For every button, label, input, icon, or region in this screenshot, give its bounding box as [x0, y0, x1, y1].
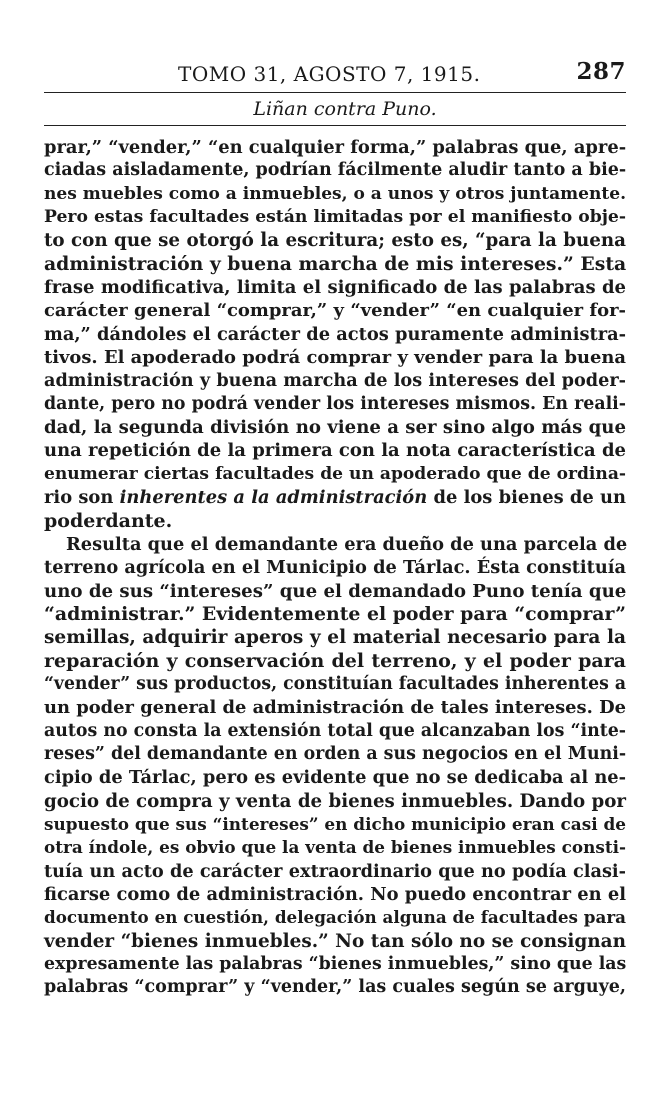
text-line: ciadas aisladamente, podrían fácilmente aludir tanto a bie- — [44, 160, 627, 181]
text-line: administración y buena marcha de mis intereses.” Esta — [44, 252, 627, 275]
running-head — [44, 58, 626, 92]
text-line: cipio de Tárlac, pero es evidente que no se dedicaba al ne- — [44, 767, 626, 789]
paragraph-1 — [44, 136, 626, 533]
running-head-text: TOMO 31, AGOSTO 7, 1915. — [178, 62, 481, 86]
text-line: autos no consta la extensión total que alcanzaban los “inte- — [44, 720, 626, 741]
text-line: Pero estas facultades están limitadas por el manifiesto obje- — [44, 207, 626, 228]
text-line: uno de sus “intereses” que el demandado Puno tenía que — [44, 580, 627, 602]
text-line: frase modificativa, limita el significado de las palabras de — [44, 277, 626, 299]
text-line: tivos. El apoderado podrá comprar y vender para la buena — [44, 347, 626, 369]
text-line: carácter general “comprar,” y “vender” “en cualquier for- — [44, 300, 626, 322]
text-line: reses” del demandante en orden a sus negocios en el Muni- — [44, 743, 627, 764]
page-number: 287 — [576, 58, 626, 85]
text-line: una repetición de la primera con la nota característica de — [44, 440, 626, 462]
text-line: Resulta que el demandante era dueño de una parcela de — [66, 533, 628, 555]
text-line: expresamente las palabras “bienes inmuebles,” sino que las — [44, 954, 627, 975]
book-page — [44, 58, 626, 1000]
text-line: palabras “comprar” y “vender,” las cuales según se arguye, — [44, 977, 626, 998]
text-line: dante, pero no podrá vender los intereses mismos. En reali- — [44, 393, 626, 414]
text-line: poderdante. — [44, 509, 173, 532]
paragraph-2 — [44, 533, 626, 1000]
text-line: ma,” dándoles el carácter de actos puramente administra- — [44, 323, 626, 345]
text-line: “vender” sus productos, constituían facultades inherentes a — [44, 673, 626, 694]
text-run: de los bienes de un — [427, 487, 626, 509]
text-line: to con que se otorgó la escritura; esto es, “para la buena — [44, 230, 626, 252]
text-line-with-italic — [44, 486, 626, 509]
italic-phrase: inherentes a la administración — [119, 487, 428, 509]
text-line: prar,” “vender,” “en cualquier forma,” palabras que, apre- — [44, 137, 627, 158]
text-line: un poder general de administración de tales intereses. De — [44, 697, 626, 719]
text-line: dad, la segunda división no viene a ser sino algo más que — [44, 417, 626, 439]
text-line: “administrar.” Evidentemente el poder para “comprar” — [44, 602, 626, 625]
header-rule-bottom — [44, 125, 626, 126]
text-line: enumerar ciertas facultades de un apoderado que de ordina- — [44, 463, 626, 484]
text-run: rio son — [44, 487, 120, 509]
text-line: administración y buena marcha de los intereses del poder- — [44, 370, 626, 392]
text-line: gocio de compra y venta de bienes inmuebles. Dando por — [44, 790, 626, 812]
text-line: nes muebles como a inmuebles, o a unos y otros juntamente. — [44, 183, 626, 204]
text-line: vender “bienes inmuebles.” No tan sólo no se consignan — [44, 930, 626, 952]
text-line: otra índole, es obvio que la venta de bienes inmuebles consti- — [44, 837, 626, 858]
text-line: ficarse como de administración. No puedo encontrar en el — [44, 884, 626, 905]
text-line: terreno agrícola en el Municipio de Tárlac. Ésta constituía — [44, 557, 626, 579]
body-text — [44, 136, 626, 1000]
text-line: tuía un acto de carácter extraordinario que no podía clasi- — [44, 860, 626, 882]
text-line: reparación y conservación del terreno, y el poder para — [44, 649, 626, 672]
text-line: semillas, adquirir aperos y el material necesario para la — [44, 627, 626, 649]
case-title: Liñan contra Puno. — [253, 98, 437, 120]
text-line: supuesto que sus “intereses” en dicho municipio eran casi de — [44, 813, 626, 834]
text-line: documento en cuestión, delegación alguna de facultades para — [44, 907, 626, 928]
